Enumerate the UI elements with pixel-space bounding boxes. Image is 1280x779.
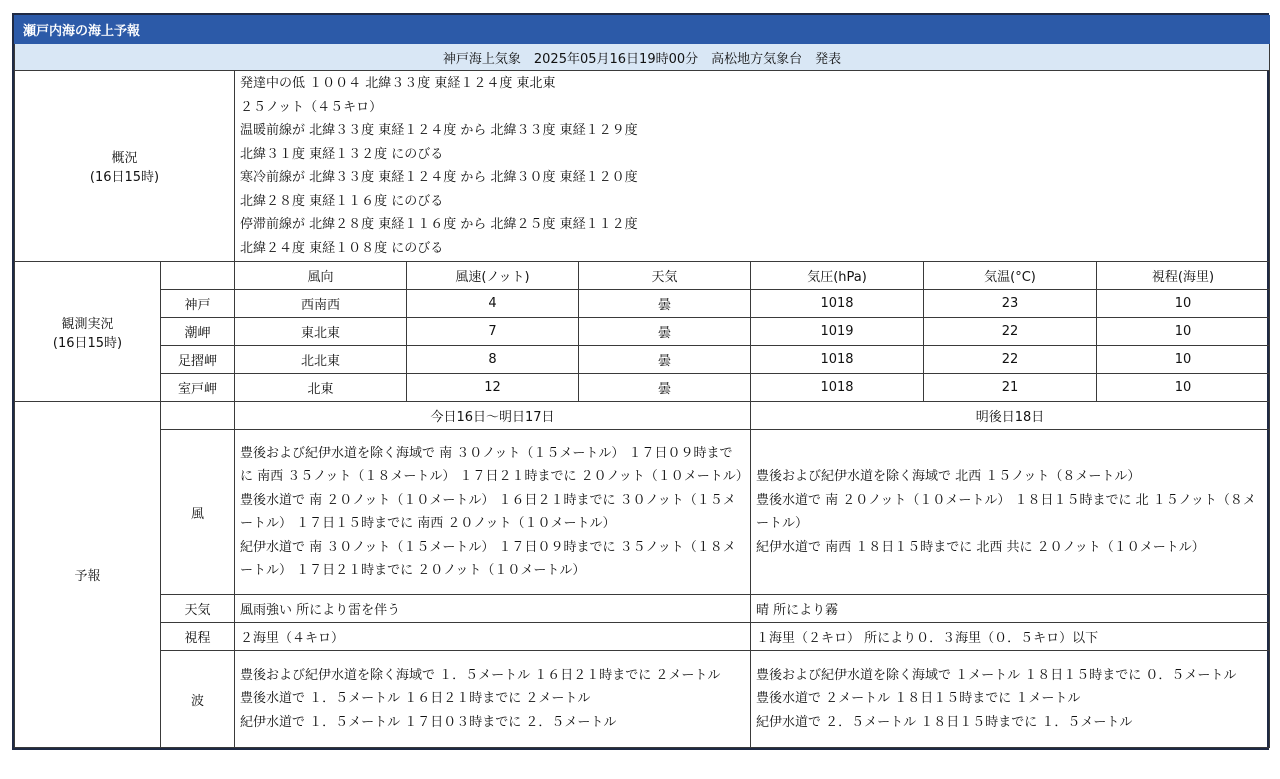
forecast-line: 豊後および紀伊水道を除く海域で １．５メートル １６日２１時までに ２メートル: [240, 667, 721, 683]
column-header: 視程(海里): [1097, 262, 1270, 290]
table-cell: 10: [1097, 290, 1270, 318]
forecast-line: 豊後および紀伊水道を除く海域で 南 ３０ノット（１５メートル） １７日０９時までに 南西 ３５ノット（１８メートル） １７日２１時までに ２０ノット（１０メートル）: [240, 445, 749, 484]
column-header: 気温(°C): [924, 262, 1097, 290]
table-cell: 22: [924, 318, 1097, 346]
forecast-line: 豊後水道で 南 ２０ノット（１０メートル） １６日２１時までに ３０ノット（１５メートル） １７日１５時までに 南西 ２０ノット（１０メートル）: [240, 492, 736, 531]
table-row: [15, 318, 1270, 346]
period-header-dayafter: 明後日18日: [751, 402, 1270, 430]
table-cell: 10: [1097, 318, 1270, 346]
station-name: 足摺岬: [161, 346, 235, 374]
forecast-line: 豊後および紀伊水道を除く海域で 北西 １５ノット（８メートル）: [756, 469, 1141, 484]
page-title: 瀬戸内海の海上予報: [15, 16, 1270, 44]
table-cell: 曇: [579, 374, 751, 402]
station-name: 室戸岬: [161, 374, 235, 402]
overview-line: 発達中の低 １００４ 北緯３３度 東経１２４度 東北東: [240, 76, 556, 91]
table-cell: 1018: [751, 290, 924, 318]
overview-time: (16日15時): [89, 170, 160, 185]
overview-line: 北緯２８度 東経１１６度 にのびる: [240, 193, 444, 209]
table-row: [15, 290, 1270, 318]
table-cell: 22: [924, 346, 1097, 374]
table-cell: 4: [407, 290, 579, 318]
table-cell: 1019: [751, 318, 924, 346]
forecast-line: 豊後水道で ２メートル １８日１５時までに １メートル: [756, 691, 1081, 707]
marine-forecast-panel: [12, 13, 1269, 750]
observation-label: 観測実況: [61, 316, 114, 332]
column-header: 気圧(hPa): [751, 262, 924, 290]
weather-forecast-dayafter: 晴 所により霧: [751, 595, 1270, 623]
visibility-label: 視程: [161, 623, 235, 651]
overview-line: 北緯３１度 東経１３２度 にのびる: [240, 146, 444, 162]
forecast-line: 紀伊水道で １．５メートル １７日０３時までに ２．５メートル: [240, 714, 617, 730]
wind-label: 風: [161, 430, 235, 595]
table-row: [15, 346, 1270, 374]
visibility-forecast-dayafter: １海里（２キロ） 所により０．３海里（０．５キロ）以下: [751, 623, 1270, 651]
overview-header: [15, 71, 235, 262]
overview-line: ２５ノット（４５キロ）: [240, 99, 383, 115]
table-cell: 曇: [579, 318, 751, 346]
table-cell: 23: [924, 290, 1097, 318]
forecast-line: 紀伊水道で 南西 １８日１５時までに 北西 共に ２０ノット（１０メートル）: [756, 539, 1205, 555]
issue-info: 神戸海上気象 2025年05月16日19時00分 高松地方気象台 発表: [15, 44, 1270, 71]
table-cell: 北東: [235, 374, 407, 402]
table-cell: 1018: [751, 374, 924, 402]
forecast-line: 豊後および紀伊水道を除く海域で １メートル １８日１５時までに ０．５メートル: [756, 667, 1237, 683]
table-cell: 21: [924, 374, 1097, 402]
overview-line: 北緯２４度 東経１０８度 にのびる: [240, 240, 444, 256]
forecast-line: 豊後水道で １．５メートル １６日２１時までに ２メートル: [240, 691, 591, 707]
forecast-corner-cell: [161, 402, 235, 430]
observation-header: [15, 262, 161, 402]
overview-line: 寒冷前線が 北緯３３度 東経１２４度 から 北緯３０度 東経１２０度: [240, 170, 638, 185]
table-cell: 曇: [579, 346, 751, 374]
wind-forecast-dayafter: [751, 430, 1270, 595]
table-cell: 北北東: [235, 346, 407, 374]
overview-text: [235, 71, 1270, 262]
overview-label: 概況: [111, 151, 138, 166]
column-header: 風速(ノット): [407, 262, 579, 290]
table-cell: 東北東: [235, 318, 407, 346]
observation-corner-cell: [161, 262, 235, 290]
waves-forecast-today: [235, 651, 751, 748]
waves-label: 波: [161, 651, 235, 748]
forecast-line: 紀伊水道で ２．５メートル １８日１５時までに １．５メートル: [756, 714, 1133, 730]
forecast-line: 紀伊水道で 南 ３０ノット（１５メートル） １７日０９時までに ３５ノット（１８メートル） １７日２１時までに ２０ノット（１０メートル）: [240, 539, 736, 578]
table-cell: 12: [407, 374, 579, 402]
wind-forecast-today: [235, 430, 751, 595]
forecast-header: 予報: [15, 402, 161, 748]
column-header: 風向: [235, 262, 407, 290]
overview-line: 温暖前線が 北緯３３度 東経１２４度 から 北緯３３度 東経１２９度: [240, 123, 638, 138]
overview-line: 停滞前線が 北緯２８度 東経１１６度 から 北緯２５度 東経１１２度: [240, 217, 638, 232]
table-cell: 7: [407, 318, 579, 346]
table-cell: 西南西: [235, 290, 407, 318]
weather-forecast-today: 風雨強い 所により雷を伴う: [235, 595, 751, 623]
observation-time: (16日15時): [52, 335, 123, 351]
forecast-line: 豊後水道で 南 ２０ノット（１０メートル） １８日１５時までに 北 １５ノット（８メートル）: [756, 492, 1256, 531]
station-name: 潮岬: [161, 318, 235, 346]
table-row: [15, 374, 1270, 402]
weather-label: 天気: [161, 595, 235, 623]
table-cell: 曇: [579, 290, 751, 318]
waves-forecast-dayafter: [751, 651, 1270, 748]
table-cell: 8: [407, 346, 579, 374]
table-cell: 10: [1097, 346, 1270, 374]
table-cell: 10: [1097, 374, 1270, 402]
period-header-today: 今日16日～明日17日: [235, 402, 751, 430]
forecast-table: [14, 15, 1270, 748]
station-name: 神戸: [161, 290, 235, 318]
table-cell: 1018: [751, 346, 924, 374]
visibility-forecast-today: ２海里（４キロ）: [235, 623, 751, 651]
column-header: 天気: [579, 262, 751, 290]
